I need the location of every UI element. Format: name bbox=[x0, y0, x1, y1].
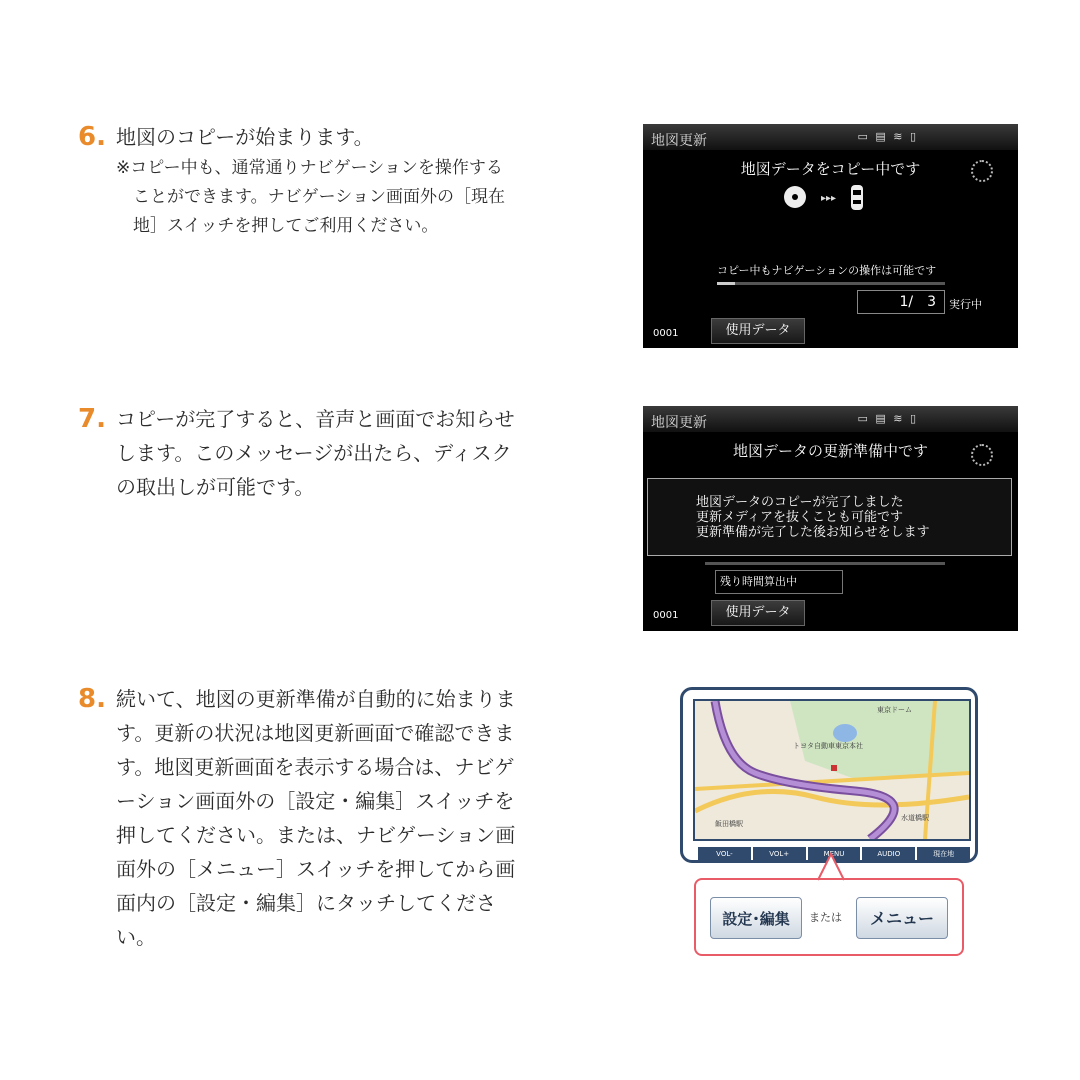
step-text bbox=[116, 402, 566, 504]
map-label: トヨタ自動車東京本社 bbox=[793, 742, 863, 750]
use-data-button[interactable]: 使用データ bbox=[711, 318, 805, 344]
vol-up-button[interactable]: VOL+ bbox=[753, 847, 806, 862]
step-number: 8. bbox=[78, 684, 106, 714]
note-line: 地］スイッチを押してご利用ください。 bbox=[116, 216, 439, 236]
nav-screen-preparing bbox=[643, 406, 1018, 631]
vol-down-button[interactable]: VOL- bbox=[698, 847, 751, 862]
screen-title: 地図更新 bbox=[651, 133, 707, 149]
screen-heading: 地図データをコピー中です bbox=[740, 160, 921, 178]
settings-edit-button[interactable]: 設定･編集 bbox=[710, 897, 802, 939]
screen-code: 0001 bbox=[653, 328, 679, 339]
head-unit-frame bbox=[680, 687, 978, 863]
or-text: または bbox=[809, 911, 842, 924]
map-view bbox=[693, 699, 971, 841]
message-line: 更新メディアを抜くことも可能です bbox=[696, 510, 903, 525]
note-line: ことができます。ナビゲーション画面外の［現在 bbox=[116, 187, 505, 207]
text-line: 面内の［設定・編集］にタッチしてくださ bbox=[116, 891, 496, 915]
map-label: 東京ドーム bbox=[877, 706, 912, 714]
message-line: 地図データのコピーが完了しました bbox=[696, 495, 904, 510]
screen-code: 0001 bbox=[653, 610, 679, 621]
message-line: 更新準備が完了した後お知らせをします bbox=[696, 525, 930, 540]
text-line: 続いて、地図の更新準備が自動的に始まりま bbox=[116, 687, 516, 711]
current-location-button[interactable]: 現在地 bbox=[917, 847, 970, 862]
text-line: の取出しが可能です。 bbox=[116, 475, 315, 499]
note-line: ※コピー中も、通常通りナビゲーションを操作する bbox=[116, 158, 503, 178]
switch-callout bbox=[694, 878, 964, 956]
step-text bbox=[116, 682, 566, 954]
text-line: します。このメッセージが出たら、ディスク bbox=[116, 441, 512, 465]
callout-pointer bbox=[816, 851, 846, 881]
step-note bbox=[116, 154, 566, 241]
status-icons: ▭ ▤ ≋ ▯ bbox=[857, 412, 918, 425]
screen-heading: 地図データの更新準備中です bbox=[732, 442, 928, 460]
step-number: 7. bbox=[78, 404, 106, 434]
screen-title: 地図更新 bbox=[651, 415, 707, 431]
menu-switch-button[interactable]: メニュー bbox=[856, 897, 948, 939]
step-text: 地図のコピーが始まります。 bbox=[116, 125, 374, 149]
copy-progress-bar bbox=[717, 282, 945, 285]
progress-fill bbox=[717, 282, 735, 285]
svg-text:▸▸▸: ▸▸▸ bbox=[821, 193, 837, 204]
text-line: ーション画面外の［設定・編集］スイッチを bbox=[116, 789, 515, 813]
text-line: 面外の［メニュー］スイッチを押してから画 bbox=[116, 857, 516, 881]
head-unit-illustration bbox=[680, 687, 980, 959]
remaining-time: 残り時間算出中 bbox=[715, 570, 843, 594]
disc-to-car-icon bbox=[781, 180, 881, 214]
exec-status: 実行中 bbox=[949, 298, 982, 311]
text-line: 押してください。または、ナビゲーション画 bbox=[116, 823, 516, 847]
text-line: す。地図更新画面を表示する場合は、ナビゲ bbox=[116, 755, 515, 779]
step-number: 6. bbox=[78, 122, 106, 152]
map-label: 飯田橋駅 bbox=[715, 820, 743, 828]
message-box bbox=[647, 478, 1012, 556]
copy-count: 1/ 3 bbox=[857, 290, 945, 314]
loading-spinner-icon bbox=[971, 160, 993, 182]
text-line: コピーが完了すると、音声と画面でお知らせ bbox=[116, 407, 515, 431]
loading-spinner-icon bbox=[971, 444, 993, 466]
text-line: い。 bbox=[116, 925, 156, 949]
audio-button[interactable]: AUDIO bbox=[862, 847, 915, 862]
info-text: コピー中もナビゲーションの操作は可能です bbox=[717, 264, 937, 277]
use-data-button[interactable]: 使用データ bbox=[711, 600, 805, 626]
menu-button[interactable]: MENU bbox=[808, 847, 861, 862]
nav-screen-copying bbox=[643, 124, 1018, 348]
status-icons: ▭ ▤ ≋ ▯ bbox=[857, 130, 918, 143]
text-line: す。更新の状況は地図更新画面で確認できま bbox=[116, 721, 515, 745]
prep-progress-bar bbox=[705, 562, 945, 565]
map-label: 水道橋駅 bbox=[901, 814, 929, 822]
